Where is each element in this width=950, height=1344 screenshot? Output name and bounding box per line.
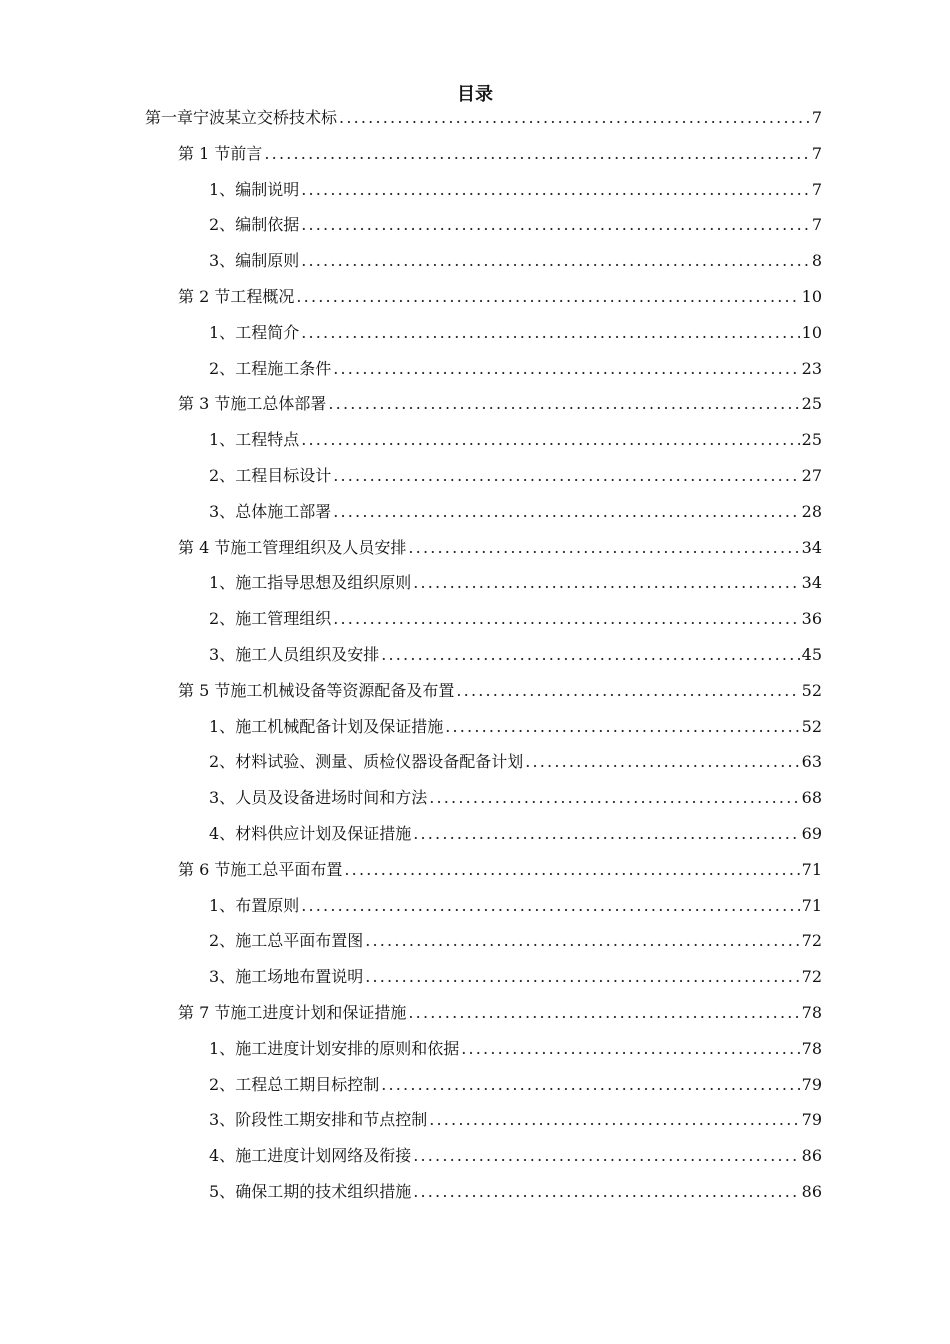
toc-page-number: 25 [801,394,822,414]
toc-entry-number: 第 5 节 [178,680,231,700]
toc-dot-leader [445,714,799,740]
toc-dot-leader [264,141,809,167]
toc-page-number: 23 [801,358,822,378]
toc-dot-leader [333,463,799,489]
toc-entry-number: 2、 [209,215,236,235]
toc-entry-number: 3、 [209,501,236,521]
toc-dot-leader [413,1143,799,1169]
toc-entry-number: 2、 [209,1074,236,1094]
toc-dot-leader [461,1036,799,1062]
toc-entry-label: 工程简介 [235,322,300,342]
toc-entry-label: 施工人员组织及安排 [235,645,380,664]
toc-dot-leader [365,964,799,990]
toc-entry-number: 3、 [209,967,236,987]
toc-entry-number: 第 3 节 [178,394,231,414]
toc-entry-label: 施工管理组织及人员安排 [230,537,407,557]
toc-entry-number: 3、 [209,645,236,664]
toc-subsection-entry[interactable] [209,714,822,740]
toc-page-number: 7 [811,215,822,235]
toc-entry-number: 第一章 [145,108,194,127]
toc-subsection-entry[interactable] [209,356,822,382]
toc-page-number: 10 [801,287,822,306]
toc-page-number: 79 [801,1110,822,1130]
toc-dot-leader [301,212,810,238]
toc-subsection-entry[interactable] [209,1036,822,1062]
toc-section-entry[interactable] [178,535,822,561]
toc-dot-leader [365,928,799,954]
toc-entry-number: 1、 [209,1038,236,1058]
toc-subsection-entry[interactable] [209,1107,822,1133]
toc-dot-leader [301,427,799,453]
toc-section-entry[interactable] [178,1000,822,1026]
toc-entry-label: 施工总体部署 [230,394,327,414]
toc-subsection-entry[interactable] [209,1143,822,1169]
toc-page-number: 7 [811,179,822,199]
toc-dot-leader [301,320,799,346]
toc-entry-number: 3、 [209,251,236,271]
toc-section-entry[interactable] [178,391,822,417]
toc-entry-number: 1、 [209,573,236,593]
toc-page-number: 79 [801,1074,822,1094]
toc-dot-leader [408,535,799,561]
toc-entry-label: 确保工期的技术组织措施 [235,1182,412,1201]
toc-subsection-entry[interactable] [209,964,822,990]
toc-entry-number: 3、 [209,1110,236,1130]
toc-dot-leader [339,105,810,131]
toc-entry-number: 1、 [209,179,236,199]
toc-entry-number: 2、 [209,931,236,951]
toc-subsection-entry[interactable] [209,785,822,811]
toc-entry-label: 施工总平面布置 [230,859,343,879]
toc-subsection-entry[interactable] [209,463,822,489]
toc-entry-number: 2、 [209,752,236,772]
toc-page-number: 7 [811,143,822,163]
toc-page-number: 52 [801,680,822,700]
toc-entry-number: 5、 [209,1182,236,1201]
toc-dot-leader [413,570,799,596]
toc-page-number: 10 [801,322,822,342]
toc-dot-leader [429,1107,799,1133]
toc-entry-number: 第 6 节 [178,859,231,879]
toc-section-entry[interactable] [178,284,822,310]
toc-entry-label: 人员及设备进场时间和方法 [235,788,428,808]
toc-subsection-entry[interactable] [209,642,822,668]
toc-entry-number: 3、 [209,788,236,808]
toc-entry-number: 第 7 节 [178,1003,231,1022]
toc-page-number: 72 [801,931,822,951]
toc-entry-number: 2、 [209,466,236,485]
toc-dot-leader [413,821,799,847]
toc-section-entry[interactable] [178,678,822,704]
toc-entry-label: 阶段性工期安排和节点控制 [235,1110,428,1130]
toc-entry-number: 4、 [209,1146,236,1166]
toc-entry-number: 2、 [209,358,236,378]
toc-page-number: 86 [801,1146,822,1166]
toc-subsection-entry[interactable] [209,928,822,954]
toc-section-entry[interactable] [178,857,822,883]
toc-dot-leader [344,857,799,883]
toc-entry-number: 2、 [209,609,236,629]
toc-subsection-entry[interactable] [209,570,822,596]
toc-entry-number: 4、 [209,824,236,843]
toc-subsection-entry[interactable] [209,1179,822,1205]
toc-entry-label: 施工进度计划和保证措施 [230,1003,407,1022]
toc-entry-label: 施工总平面布置图 [235,931,364,951]
toc-page-number: 8 [811,251,822,271]
toc-dot-leader [525,749,799,775]
toc-entry-label: 编制依据 [235,215,300,235]
toc-entry-label: 施工机械配备计划及保证措施 [235,716,444,736]
toc-page-number: 34 [801,537,822,557]
toc-entry-label: 工程施工条件 [235,358,332,378]
toc-page-number: 36 [801,609,822,629]
toc-entry-label: 材料供应计划及保证措施 [235,824,412,843]
toc-page-number: 63 [801,752,822,772]
toc-subsection-entry[interactable] [209,212,822,238]
toc-dot-leader [333,499,799,525]
toc-dot-leader [333,606,799,632]
toc-entry-number: 第 1 节 [178,143,231,163]
toc-dot-leader [413,1179,799,1205]
toc-entry-label: 宁波某立交桥技术标 [193,108,338,127]
toc-entry-label: 施工进度计划网络及衔接 [235,1146,412,1166]
toc-entry-label: 前言 [230,143,263,163]
toc-entry-number: 1、 [209,322,236,342]
toc-page-number: 71 [801,859,822,879]
toc-page-number: 45 [801,645,822,664]
toc-entry-label: 施工进度计划安排的原则和依据 [235,1038,460,1058]
toc-page-number: 72 [801,967,822,987]
toc-entry-number: 1、 [209,430,236,450]
toc-subsection-entry[interactable] [209,1072,822,1098]
toc-page-number: 27 [801,466,822,485]
toc-entry-label: 施工管理组织 [235,609,332,629]
toc-page-number: 34 [801,573,822,593]
toc-dot-leader [301,893,799,919]
toc-page-number: 78 [801,1038,822,1058]
toc-dot-leader [328,391,799,417]
toc-dot-leader [408,1000,799,1026]
toc-dot-leader [429,785,799,811]
toc-entry-label: 工程概况 [230,287,295,306]
toc-page-number: 68 [801,788,822,808]
toc-page-number: 25 [801,430,822,450]
toc-subsection-entry[interactable] [209,177,822,203]
toc-entry-number: 1、 [209,895,236,915]
toc-entry-label: 布置原则 [235,895,300,915]
toc-entry-label: 编制原则 [235,251,300,271]
toc-dot-leader [301,177,810,203]
toc-subsection-entry[interactable] [209,893,822,919]
toc-dot-leader [296,284,799,310]
toc-page-number: 7 [811,108,822,127]
toc-page-number: 71 [801,895,822,915]
toc-page-number: 28 [801,501,822,521]
toc-entry-number: 第 4 节 [178,537,231,557]
toc-entry-label: 材料试验、测量、质检仪器设备配备计划 [235,752,524,772]
toc-dot-leader [333,356,799,382]
toc-page-number: 52 [801,716,822,736]
toc-entry-label: 工程总工期目标控制 [235,1074,380,1094]
toc-dot-leader [456,678,799,704]
toc-entry-label: 编制说明 [235,179,300,199]
toc-subsection-entry[interactable] [209,320,822,346]
toc-entry-label: 工程特点 [235,430,300,450]
toc-page-number: 78 [801,1003,822,1022]
toc-dot-leader [301,248,810,274]
toc-subsection-entry[interactable] [209,499,822,525]
toc-chapter-entry[interactable] [145,105,822,131]
toc-subsection-entry[interactable] [209,749,822,775]
toc-dot-leader [381,1072,799,1098]
toc-section-entry[interactable] [178,141,822,167]
toc-entry-label: 工程目标设计 [235,466,332,485]
toc-entry-label: 施工场地布置说明 [235,967,364,987]
toc-title: 目录 [457,84,493,105]
toc-entry-label: 总体施工部署 [235,501,332,521]
toc-entry-label: 施工指导思想及组织原则 [235,573,412,593]
toc-entry-number: 第 2 节 [178,287,231,306]
toc-entry-number: 1、 [209,716,236,736]
toc-subsection-entry[interactable] [209,427,822,453]
toc-page-number: 86 [801,1182,822,1201]
toc-subsection-entry[interactable] [209,248,822,274]
toc-dot-leader [381,642,799,668]
toc-subsection-entry[interactable] [209,606,822,632]
toc-subsection-entry[interactable] [209,821,822,847]
toc-entry-label: 施工机械设备等资源配备及布置 [230,680,455,700]
toc-page-number: 69 [801,824,822,843]
